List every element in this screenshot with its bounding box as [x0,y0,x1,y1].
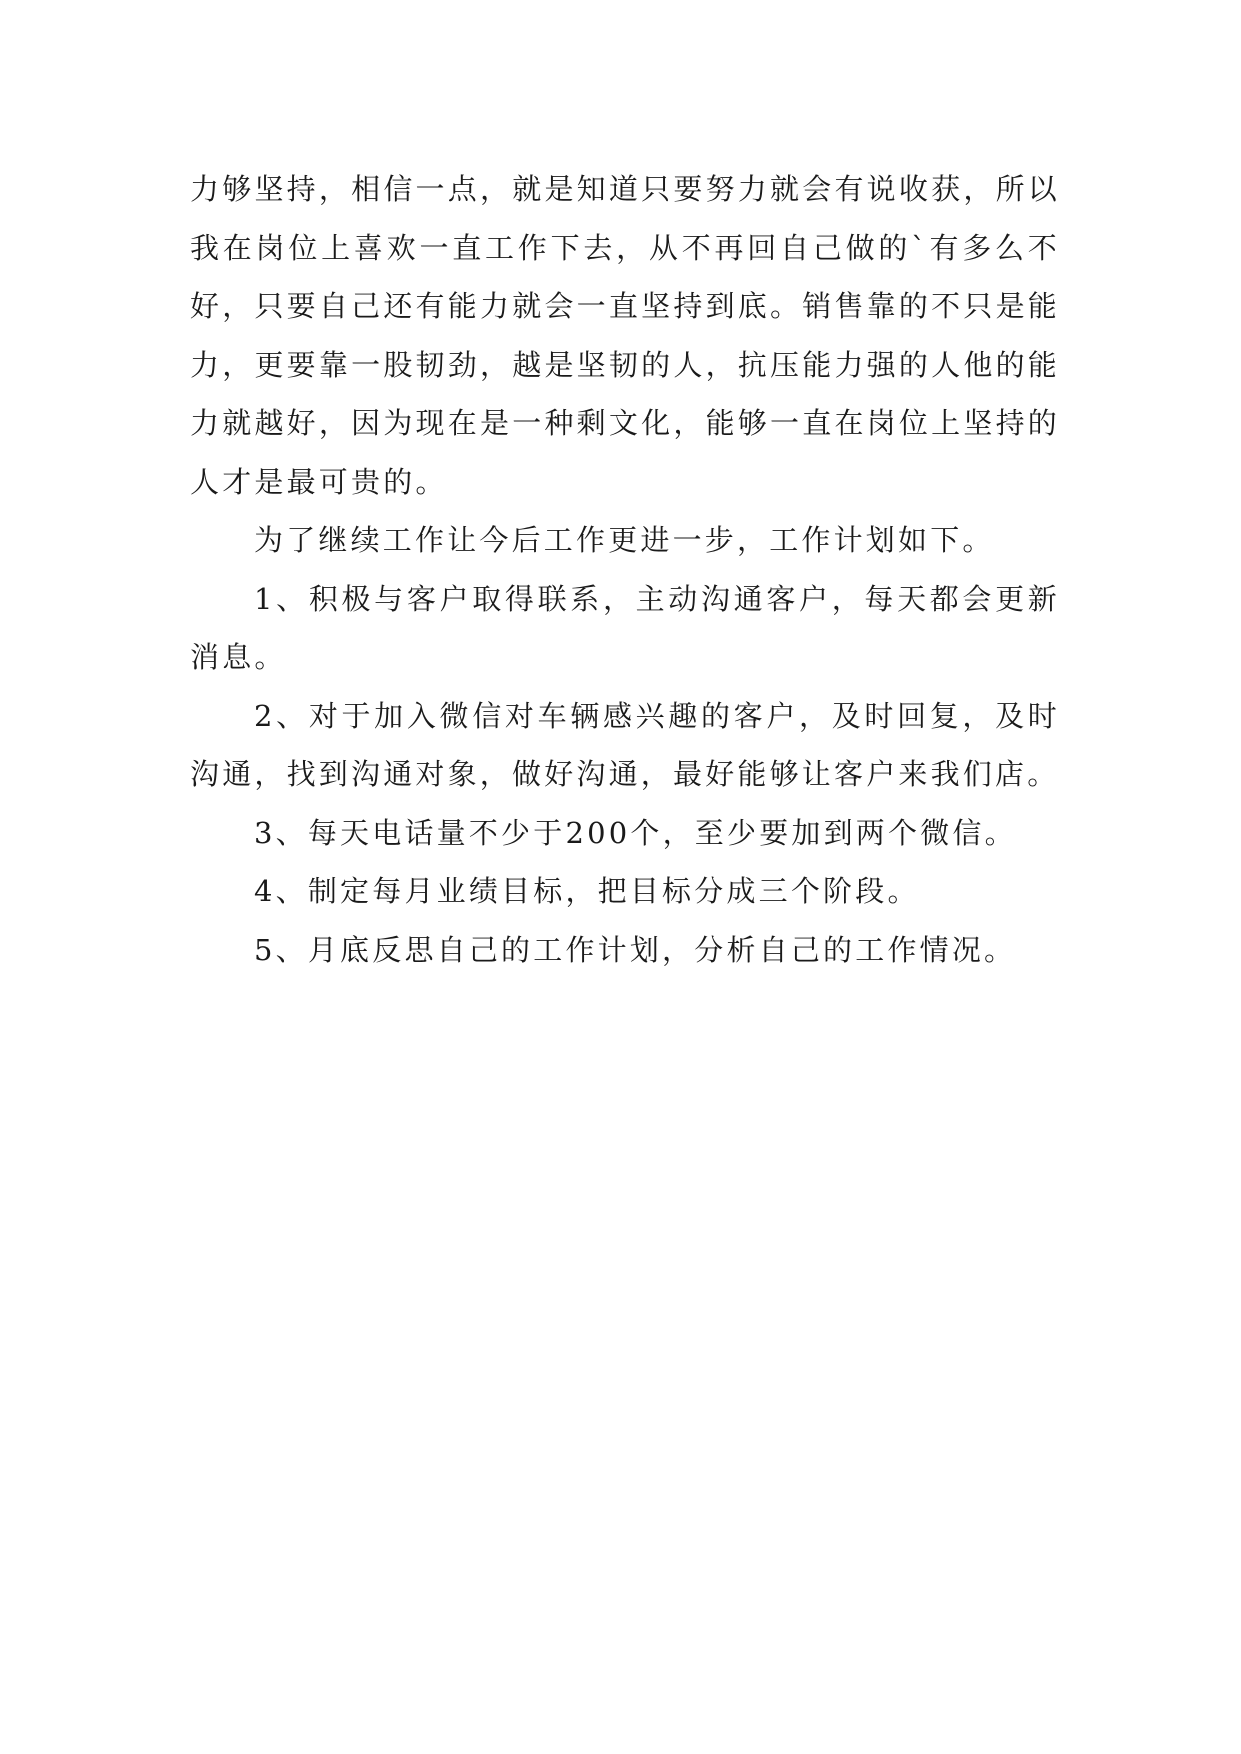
plan-item-2: 2、对于加入微信对车辆感兴趣的客户，及时回复，及时沟通，找到沟通对象，做好沟通，最好能够让客户来我们店。 [190,698,1060,791]
paragraph-plan-intro: 为了继续工作让今后工作更进一步，工作计划如下。 [254,523,995,557]
plan-item-5: 5、月底反思自己的工作计划，分析自己的工作情况。 [254,932,1017,967]
paragraph-continuation: 力够坚持，相信一点，就是知道只要努力就会有说收获，所以我在岗位上喜欢一直工作下去，从不再回自己做的`有多么不好，只要自己还有能力就会一直坚持到底。销售靠的不只是能力，更要靠一股韧劲，越是坚韧的人，抗压能力强的人他的能力就越好，因为现在是一种剩文化，能够一直在岗位上坚持的人才是最可贵的。 [190,172,1060,499]
document-body [190,160,1060,979]
plan-item-1: 1、积极与客户取得联系，主动沟通客户，每天都会更新消息。 [190,581,1060,674]
plan-item-3: 3、每天电话量不少于200个，至少要加到两个微信。 [254,815,1017,850]
plan-item-4: 4、制定每月业绩目标，把目标分成三个阶段。 [254,874,920,908]
